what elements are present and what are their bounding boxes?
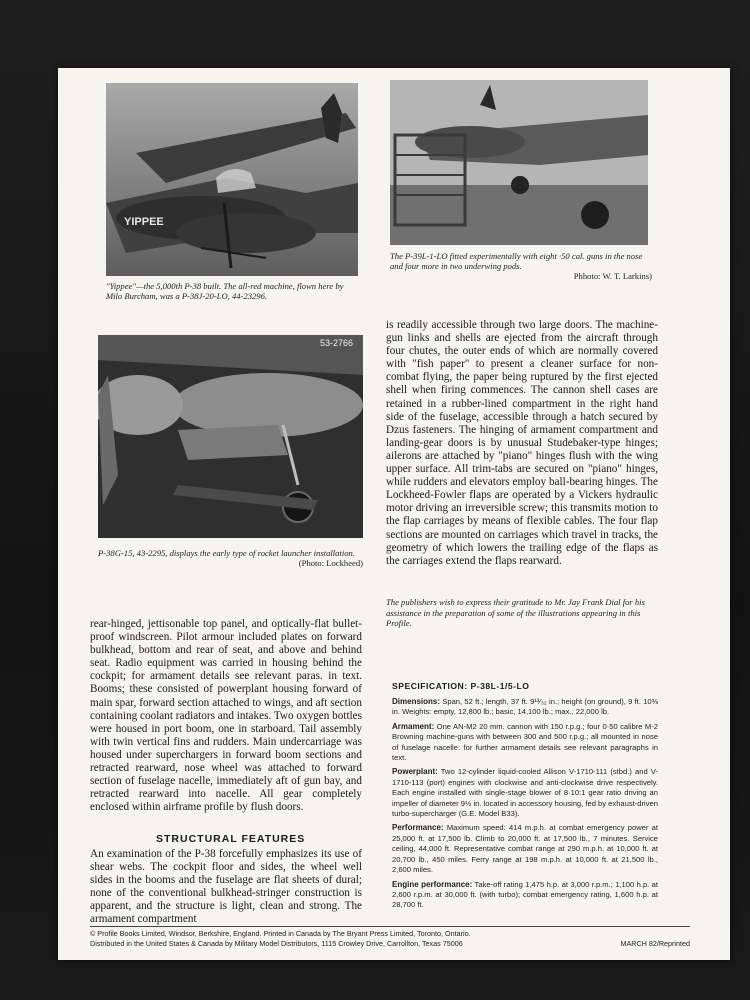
document-page <box>58 68 730 960</box>
photo-p39l-credit: Phhoto: W. T. Larkins) <box>573 271 652 281</box>
photo-yippee <box>106 83 358 276</box>
spec-armament-label: Armament: <box>392 721 435 731</box>
spec-armament <box>392 722 658 764</box>
spec-engine-performance-label: Engine performance: <box>392 879 473 889</box>
structural-features-heading: STRUCTURAL FEATURES <box>156 833 306 845</box>
spec-performance-body: Maximum speed: 414 m.p.h. at combat emergency power at 25,000 ft. at 17,500 lb. Climb to 20,000 ft. at 17,500 lb., 7 minutes. Service ceiling, 44,000 ft. Representative combat range at 290 m.p.h. at 10,000 ft. at 20,700 lb., 450 miles. Ferry range at 198 m.p.h. at 10,000 ft. at 21,500 lb., 2,600 miles. <box>392 823 658 875</box>
photo-p39l <box>390 80 648 245</box>
specification-list <box>392 697 658 911</box>
spec-powerplant-body: Two 12-cylinder liquid-cooled Allison V-1710-111 (stbd.) and V-1710-113 (port) engines with clockwise and anti-clockwise drive respectively. Each engine installed with single-stage blower of 8·10:1 gear ratio driving an impeller of diameter 9½ in. located in accessory housing, fed by exhaust-driven turbo-supercharger (G.E. Model B33). <box>392 767 658 819</box>
spec-powerplant-label: Powerplant: <box>392 767 438 777</box>
specification-title: SPECIFICATION: P-38L-1/5-LO <box>392 681 530 691</box>
footer <box>90 929 690 949</box>
photo-p38g-credit: (Photo: Lockheed) <box>298 558 363 568</box>
spec-dimensions <box>392 697 658 718</box>
spec-armament-body: One AN-M2 20 mm. cannon with 150 r.p.g.; four 0·50 calibre M-2 Browning machine-guns with between 300 and 500 r.p.g.; all mounted in nose of fuselage nacelle: for further armament details see relevant paragraphs in text. <box>392 721 658 763</box>
structural-features-text: An examination of the P-38 forcefully emphasizes its use of shear webs. The cockpit floor and sides, the wheel well sides in the booms and the fuselage are flat sheets of dural; none of the conventional bulkhead-stringer construction is apparent, and the structure is light, clean and strong. The armament compartment <box>90 848 362 926</box>
photo-yippee-nose-text: YIPPEE <box>124 216 164 228</box>
spec-performance-label: Performance: <box>392 823 444 833</box>
spec-engine-performance <box>392 880 658 911</box>
right-column-text: is readily accessible through two large doors. The machine-gun links and shells are ejected from the aircraft through four chutes, the outer ends of which are normally covered with "fish paper" to present a cleaner surface for non-combat flying, the paper being ruptured by the first ejected shell when firing commences. The cannon shell cases are retained in a rubber-lined compartment in the right hand side of the fuselage, accessible through a hatch secured by Dzus fasteners. The hinging of armament compartment and landing-gear doors is by unusual Studebaker-type hinges; ailerons are attached by "piano" hinges flush with the wing upper surface. All trim-tabs are secured on "piano" hinges, while rudders and elevators employ ball-bearing hinges. The Lockheed-Fowler flaps are operated by a Vickers hydraulic motor driving an irreversible screw; this transmits motion to the flap carriages by means of flexible cables. The four flap sections are mounted on carriages which travel in tracks, the geometry of which lowers the trailing edge of the flaps as the carriages extend the flaps rearward. <box>386 319 658 567</box>
photo-p38g-caption-text: P-38G-15, 43-2295, displays the early type of rocket launcher installation. <box>98 548 355 558</box>
left-column-text: rear-hinged, jettisonable top panel, and optically-flat bullet-proof windscreen. Pilot armour included plates on forward bulkhead, bottom and rear of seat, and above and behind seat. Radio equipment was carried in housing behind the cockpit; for armament details see relevant paras. in text. Booms; these consisted of powerplant housing forward of main spar, forward section attached to wings, and aft section containing coolant radiators and intakes. Two oxygen bottles were housed in port boom, one in starboard. Tail assembly with twin vertical fins and rudders. Main undercarriage was housed under superchargers in forward boom sections and retracted rearward, nose wheel was attached to forward section of fuselage nacelle, immediately aft of gun bay, and retracted rearward into nacelle. All gear completely enclosed within airframe profile by flush doors. <box>90 618 362 814</box>
footer-rule <box>90 926 690 927</box>
acknowledgement: The publishers wish to express their gratitude to Mr. Jay Frank Dial for his assistance in the preparation of some of the illustrations appearing in this Profile. <box>386 597 645 628</box>
spec-dimensions-label: Dimensions: <box>392 697 441 706</box>
spec-dimensions-body: Span, 52 ft.; length, 37 ft. 9¹³⁄₃₂ in.; height (on ground), 9 ft. 10⅜ in. Weights: empty, 12,800 lb.; basic, 14,100 lb.; max., 22,000 lb. <box>392 697 658 717</box>
photo-p38g-caption <box>98 548 363 568</box>
footer-distribution: Distributed in the United States & Canada by Military Model Distributors, 1115 Crowley Drive, Carrollton, Texas 75006 <box>90 939 463 948</box>
spec-performance <box>392 823 658 875</box>
footer-date: MARCH 82/Reprinted <box>620 939 690 948</box>
photo-yippee-caption: "Yippee"—the 5,000th P-38 built. The all-red machine, flown here by Milo Burcham, was a P-38J-20-LO, 44-23296. <box>106 281 344 301</box>
photo-p39l-caption <box>390 251 652 281</box>
photo-p39l-caption-text: The P-39L-1-LO fitted experimentally with eight ·50 cal. guns in the nose and four more in two underwing pods. <box>390 251 643 271</box>
spec-powerplant <box>392 767 658 819</box>
photo-p38g <box>98 335 363 538</box>
footer-copyright: © Profile Books Limited, Windsor, Berkshire, England. Printed in Canada by The Bryant Press Limited, Toronto, Ontario. <box>90 929 471 938</box>
spec-engine-performance-body: Take-off rating 1,475 h.p. at 3,000 r.p.m.; 1,100 h.p. at 2,600 r.p.m. at 30,000 ft. (with turbo); combat emergency rating, 1,600 h.p. at 28,700 ft. <box>392 879 658 910</box>
photo-p38g-serial: 53-2766 <box>320 338 354 348</box>
